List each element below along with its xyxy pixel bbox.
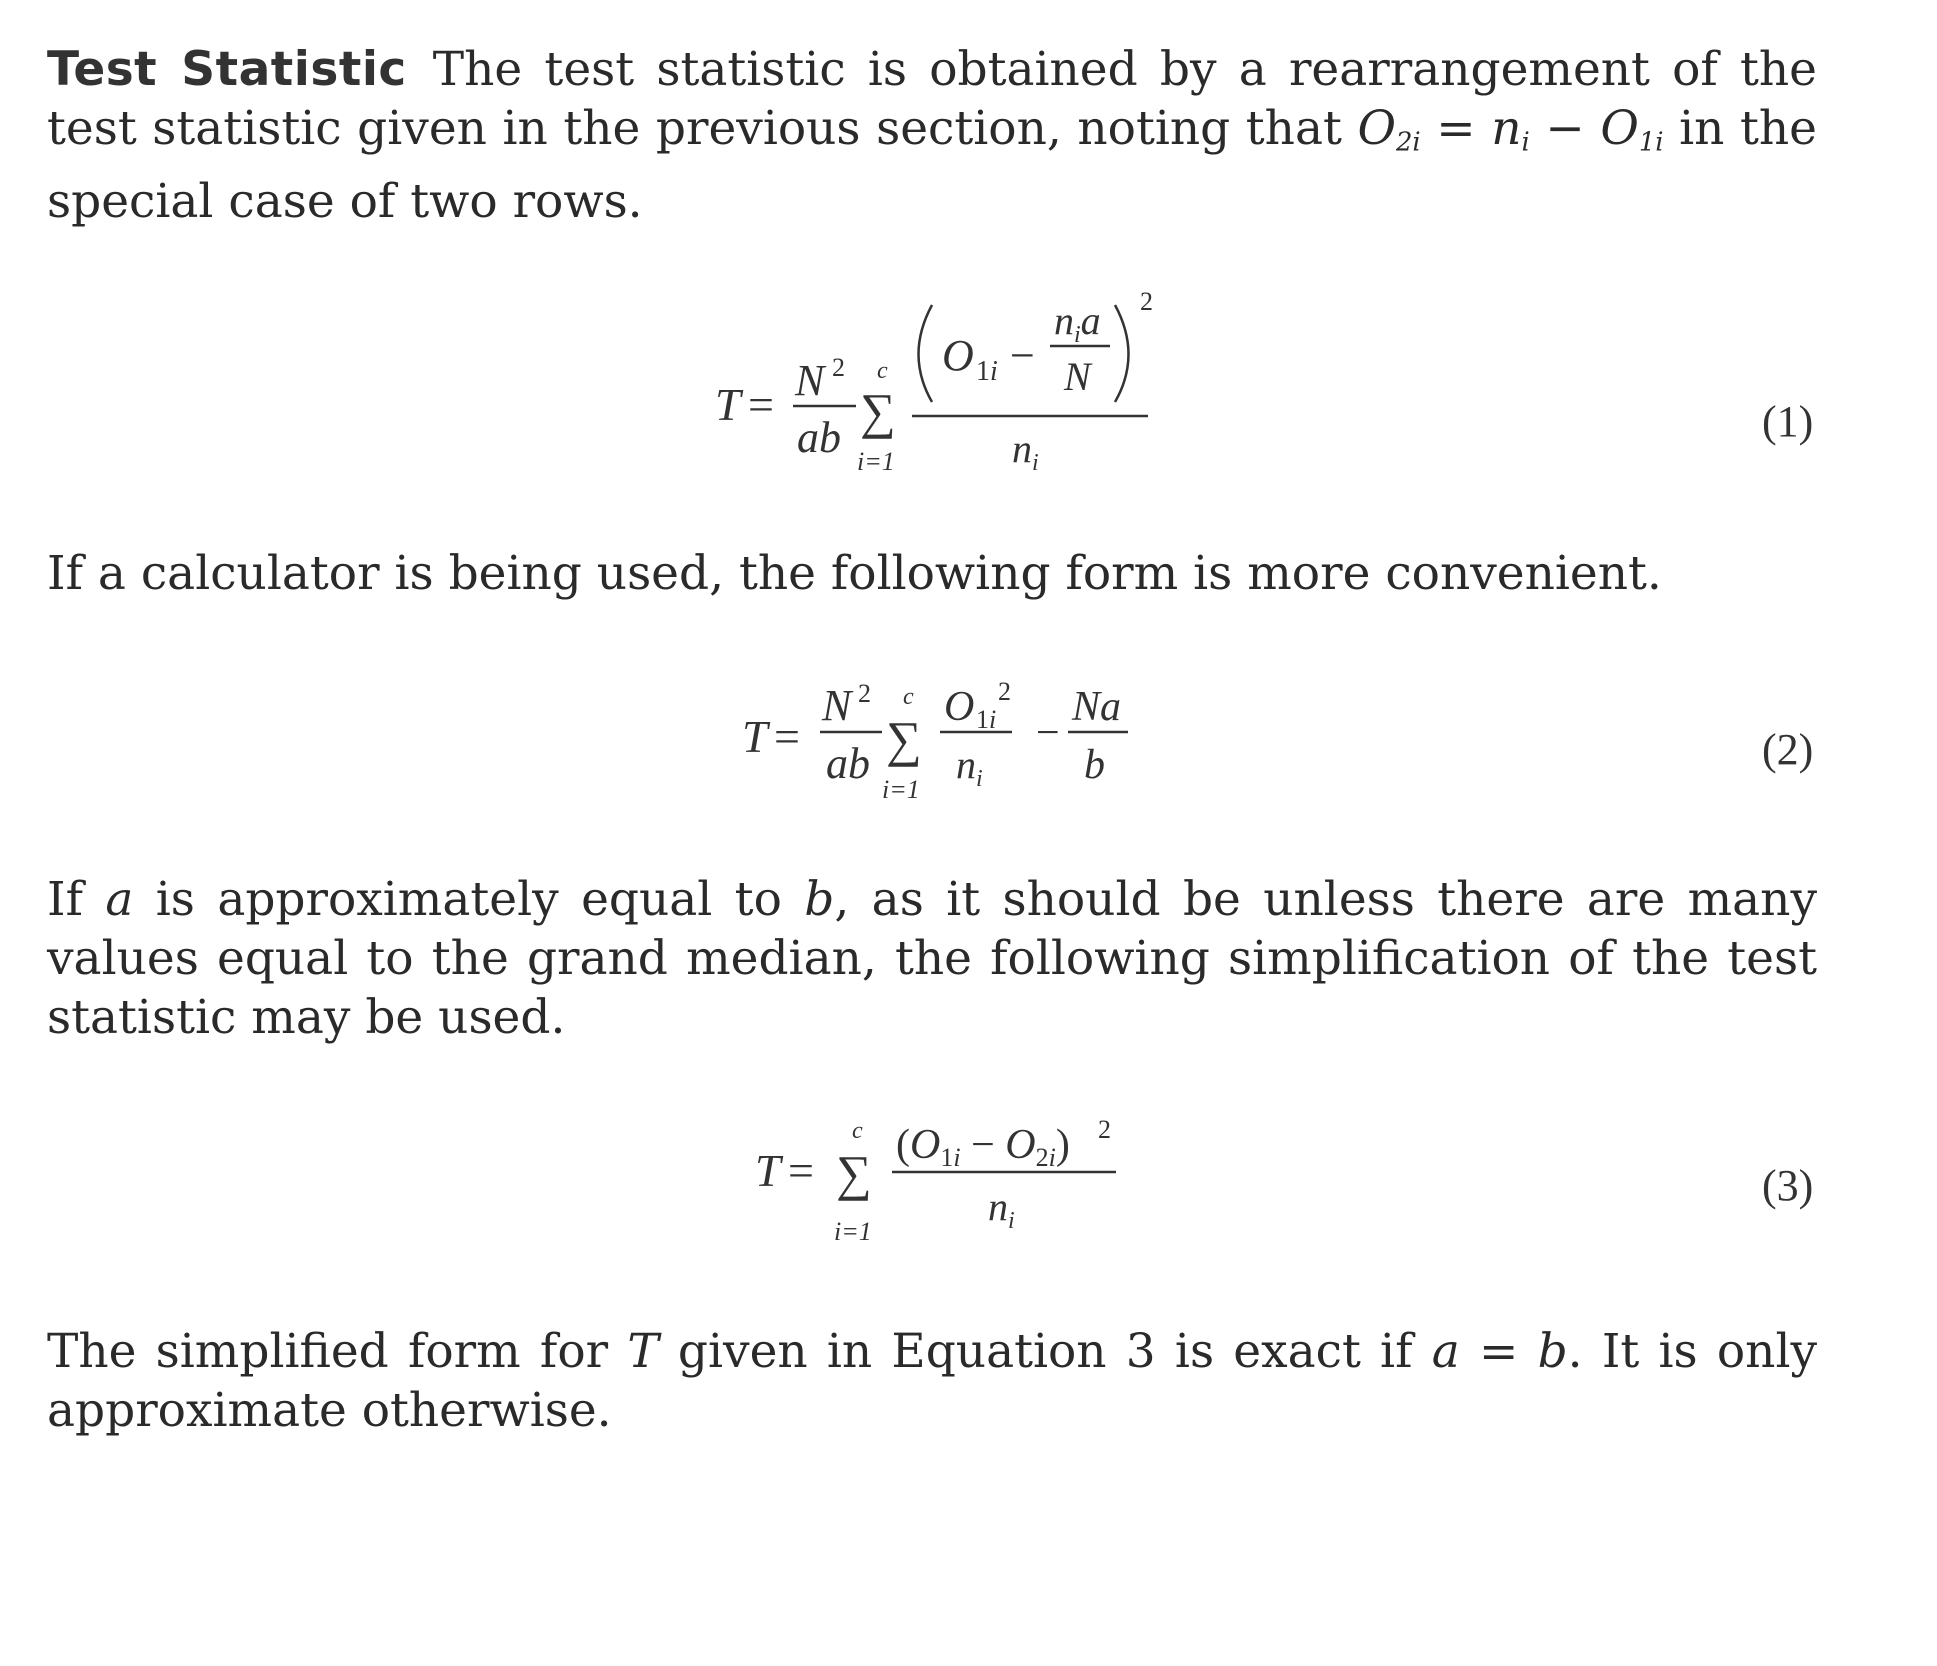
svg-text:N: N — [1064, 354, 1091, 399]
svg-text:T: T — [742, 711, 768, 762]
svg-text:T: T — [755, 1145, 781, 1196]
para3-text-b: is approximately equal to — [133, 872, 805, 927]
svg-text:1i: 1i — [976, 356, 998, 387]
svg-text:i=1: i=1 — [857, 447, 895, 476]
equals-sign-2: = — [1459, 1324, 1538, 1379]
svg-text:2: 2 — [1140, 287, 1153, 316]
equals-sign: = — [1420, 101, 1492, 156]
svg-text:nia: $n_ia$ — [1054, 298, 1101, 348]
svg-text:1i: 1i — [976, 705, 997, 734]
equation-1-number: (1) — [1762, 397, 1814, 446]
svg-text:∑: ∑ — [886, 711, 922, 767]
O-symbol: O — [1357, 101, 1396, 156]
equation-3-math — [0, 1108, 1937, 1258]
svg-text:N: N — [795, 356, 825, 405]
svg-text:2: 2 — [998, 677, 1011, 706]
svg-text:=: = — [774, 711, 800, 762]
equation-3 — [0, 1108, 1937, 1258]
svg-text:b: b — [1084, 742, 1105, 788]
svg-text:=: = — [748, 379, 774, 430]
svg-text:=: = — [788, 1145, 814, 1196]
b-symbol-2: b — [1537, 1324, 1568, 1379]
svg-text:∑: ∑ — [836, 1145, 872, 1201]
subscript-i: i — [1521, 127, 1530, 158]
svg-text:T: T — [715, 379, 741, 430]
subscript-2i: 2i — [1395, 127, 1421, 158]
svg-text:ni: $n_i$ — [1012, 426, 1039, 476]
equation-2 — [0, 660, 1937, 810]
svg-text:O: O — [942, 331, 974, 380]
svg-text:ni: $n_i$ — [956, 742, 983, 792]
calculator-paragraph: If a calculator is being used, the following form is more convenient. — [47, 546, 1662, 601]
intro-text-b: in the special case of two rows. — [47, 101, 1817, 230]
svg-text:−: − — [1036, 710, 1060, 756]
svg-text:−: − — [1010, 331, 1035, 380]
intro-text-a: The test statistic is obtained by a rearrangement of the test statistic given in the previous section, noting that — [47, 42, 1817, 156]
svg-text:O: O — [944, 684, 975, 730]
equation-1 — [0, 270, 1937, 490]
para3-text-a: If — [47, 872, 106, 927]
n-symbol: n — [1491, 101, 1522, 156]
conclusion-paragraph — [47, 1322, 1817, 1440]
intro-paragraph — [47, 40, 1817, 231]
svg-text:c: c — [877, 358, 888, 384]
svg-text:N: N — [822, 681, 852, 730]
para4-text-b: given in Equation 3 is exact if — [658, 1324, 1432, 1379]
svg-text:ni: $n_i$ — [988, 1184, 1015, 1234]
equation-3-number: (3) — [1762, 1161, 1814, 1210]
minus-sign: − — [1529, 101, 1601, 156]
para4-text-a: The simplified form for — [47, 1324, 628, 1379]
equation-1-math — [0, 270, 1937, 490]
para3-text-c: , as it should be unless there are many values equal to the grand median, the following simplification of the test statistic may be used. — [47, 872, 1817, 1045]
approximation-paragraph — [47, 870, 1817, 1047]
svg-text:ab: ab — [797, 413, 841, 462]
subscript-1i: 1i — [1638, 127, 1664, 158]
a-symbol-2: a — [1431, 1324, 1460, 1379]
svg-text:ab: ab — [826, 739, 870, 788]
svg-text:i=1: i=1 — [882, 775, 920, 804]
b-symbol: b — [804, 872, 835, 927]
svg-text:Na: Na — [1072, 684, 1122, 730]
equation-2-number: (2) — [1762, 725, 1814, 774]
svg-text:2: 2 — [1098, 1115, 1111, 1144]
section-heading: Test Statistic — [47, 42, 407, 97]
svg-text:i=1: i=1 — [834, 1217, 872, 1246]
svg-text:c: c — [852, 1118, 863, 1144]
O-symbol-2: O — [1600, 101, 1639, 156]
svg-text:∑: ∑ — [860, 383, 896, 439]
svg-text:2: 2 — [858, 679, 871, 708]
svg-text:c: c — [903, 684, 914, 710]
para4-text-c: . It is only approximate otherwise. — [47, 1324, 1818, 1438]
svg-text:(O1i − O2i): (O1i − O2i) — [896, 1122, 1070, 1172]
svg-text:2: 2 — [832, 353, 845, 382]
equation-2-math — [0, 660, 1937, 810]
T-symbol: T — [627, 1324, 659, 1379]
a-symbol: a — [105, 872, 134, 927]
